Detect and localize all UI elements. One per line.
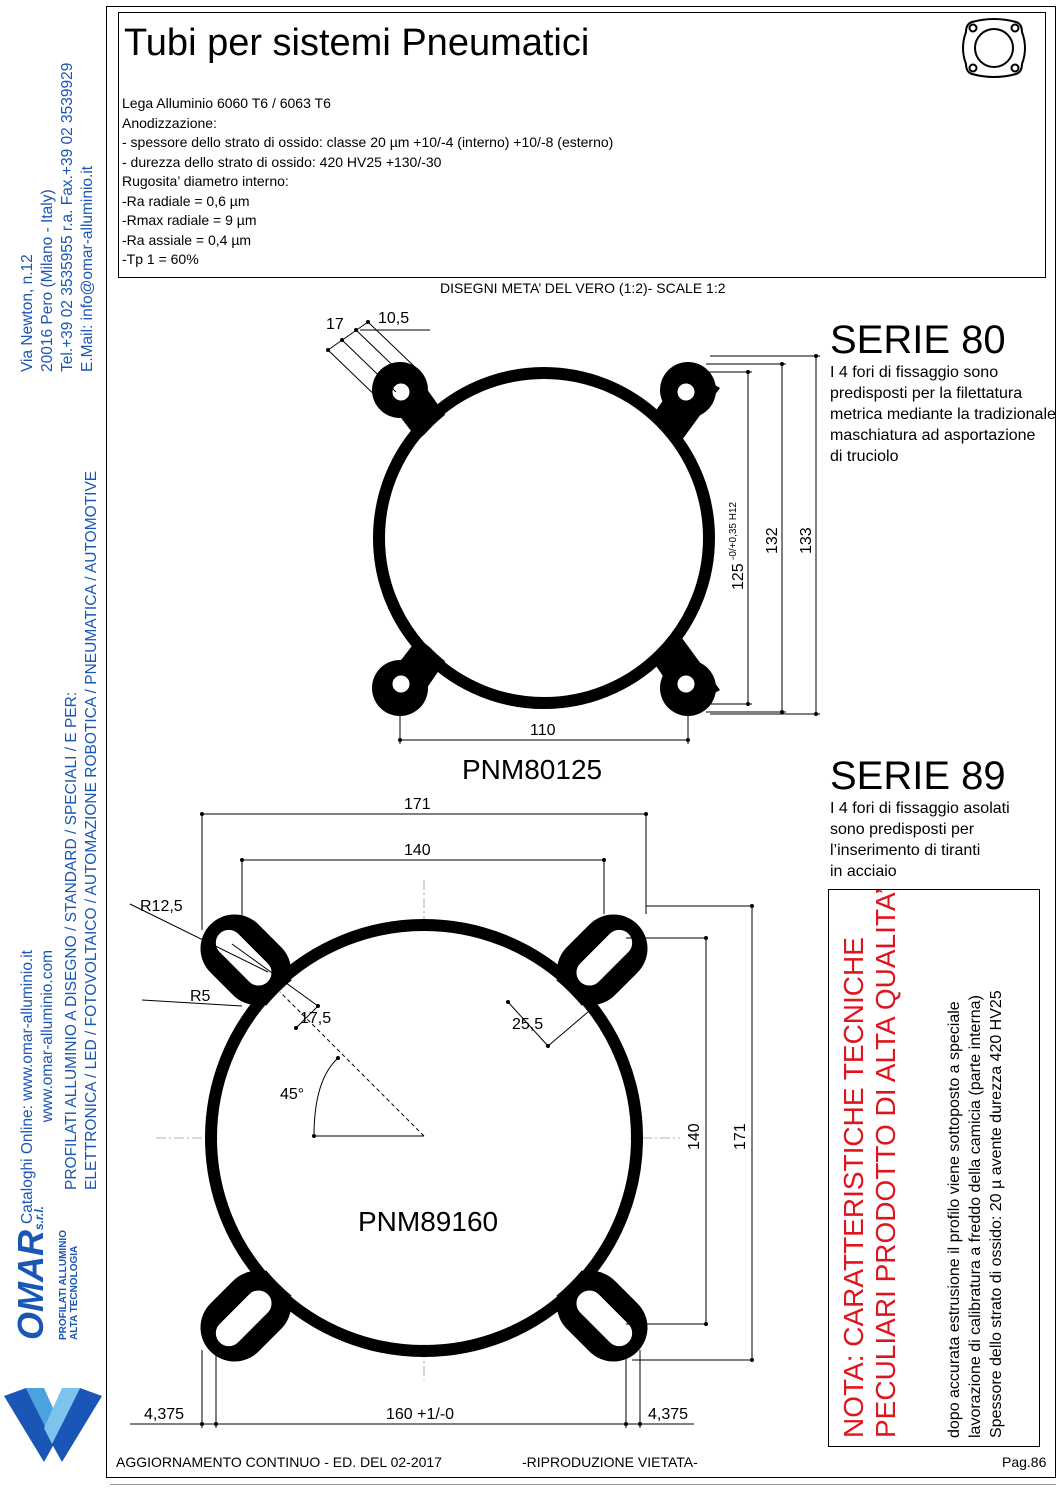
dim-140-top: 140: [404, 842, 431, 859]
desc-line: di truciolo: [830, 448, 899, 465]
serie80-code: PNM80125: [462, 754, 603, 785]
dim-110: 110: [530, 722, 556, 739]
footer-copyright: -RIPRODUZIONE VIETATA-: [522, 1454, 698, 1470]
page-number: Pag.86: [1002, 1454, 1047, 1470]
address-line: Tel.+39 02 3535955 r.a. Fax.+39 02 3539929: [59, 62, 76, 372]
nota-line2-red: PECULIARI: [870, 1290, 901, 1438]
dim-17: 17: [326, 316, 344, 333]
omar-logo-text: [12, 1206, 80, 1340]
spec-line: -Ra radiale = 0,6 µm: [122, 192, 250, 209]
address-line: E.Mail: info@omar-alluminio.it: [79, 165, 96, 372]
scale-note: DISEGNI META’ DEL VERO (1:2)- SCALE 1:2: [440, 280, 726, 296]
nota-line1: NOTA: CARATTERISTICHE TECNICHE: [838, 937, 869, 1438]
address-line: 20016 Pero (Milano - Italy): [39, 189, 56, 372]
spec-line: -Tp 1 = 60%: [122, 251, 199, 267]
catalog-line: ELETTRONICA / LED / FOTOVOLTAICO / AUTOMAZIONE ROBOTICA / PNEUMATICA / AUTOMOTIVE: [83, 470, 100, 1190]
dim-171-top: 171: [404, 796, 431, 813]
serie89-title: SERIE 89: [830, 754, 1006, 798]
dim-25-5: 25,5: [512, 1016, 544, 1033]
dim-10-5: 10,5: [378, 310, 410, 327]
spec-line: - spessore dello strato di ossido: classe 20 µm +10/-4 (interno) +10/-8 (esterno): [122, 134, 614, 150]
address-line: Via Newton, n.12: [19, 254, 36, 372]
spec-line: -Rmax radiale = 9 µm: [122, 212, 257, 228]
desc-line: maschiatura ad asportazione: [830, 427, 1036, 444]
catalog-line: Cataloghi Online: www.omar-alluminio.it: [19, 950, 36, 1224]
dim-160: 160 +1/-0: [386, 1406, 455, 1423]
dim-171-side: 171: [732, 1123, 749, 1150]
sidebar-address: [18, 63, 98, 372]
dim-4-375-left: 4,375: [144, 1406, 185, 1423]
serie89-code: PNM89160: [358, 1206, 499, 1237]
desc-line: I 4 fori di fissaggio sono: [830, 364, 999, 381]
spec-line: -Ra assiale = 0,4 µm: [122, 231, 252, 248]
dim-17-5: 17,5: [300, 1010, 332, 1027]
catalog-line: www.omar-alluminio.com: [39, 950, 56, 1123]
desc-line: predisposti per la filettatura: [830, 385, 1023, 402]
nota-body-line: dopo accurata estrusione il profilo viene sottoposto a speciale: [946, 1001, 963, 1438]
sidebar-catalog-products: [62, 471, 102, 1190]
spec-line: Rugosita’ diametro interno:: [122, 173, 289, 189]
bottom-rule: [110, 1484, 1056, 1485]
nota-body-line: Spessore dello strato di ossido: 20 µ avente durezza 420 HV25: [988, 990, 1005, 1438]
logo-brand: OMAR: [10, 1230, 51, 1340]
omar-logo-icon: [2, 1388, 104, 1464]
dim-4-375-right: 4,375: [648, 1406, 689, 1423]
desc-line: in acciaio: [830, 863, 897, 880]
dim-angle-45: 45°: [280, 1086, 305, 1103]
nota-heading: [838, 888, 902, 1438]
logo-suffix: s.r.l.: [32, 1205, 46, 1230]
spec-line: Lega Alluminio 6060 T6 / 6063 T6: [122, 95, 331, 111]
serie80-title: SERIE 80: [830, 318, 1006, 362]
dim-133: 133: [798, 527, 815, 554]
dim-132: 132: [764, 527, 781, 554]
nota-line2: [870, 888, 902, 1438]
dim-140-side: 140: [686, 1123, 703, 1150]
page-title: Tubi per sistemi Pneumatici: [124, 22, 590, 64]
logo-line2: ALTA TECNOLOGIA: [69, 1245, 80, 1340]
logo-line1: PROFILATI ALLUMINIO: [58, 1230, 69, 1340]
dim-125-tolerance: -0/+0,35 H12: [728, 501, 739, 560]
footer-edition: AGGIORNAMENTO CONTINUO - ED. DEL 02-2017: [116, 1454, 442, 1470]
dim-r12-5: R12,5: [140, 898, 183, 915]
spec-line: Anodizzazione:: [122, 114, 217, 131]
nota-body-line: lavorazione di calibratura a freddo della camicia (parte interna): [967, 995, 984, 1438]
nota-body: [944, 990, 1007, 1438]
dim-125: 125: [730, 563, 747, 590]
desc-line: l’inserimento di tiranti: [830, 842, 981, 859]
desc-line: I 4 fori di fissaggio asolati: [830, 800, 1010, 817]
catalog-line: PROFILATI ALLUMINIO A DISEGNO / STANDARD / SPECIALI / E PER:: [63, 691, 80, 1190]
spec-line: - durezza dello strato di ossido: 420 HV25 +130/-30: [122, 153, 442, 170]
desc-line: sono predisposti per: [830, 821, 975, 838]
nota-line2-black: PRODOTTO DI ALTA QUALITA’: [870, 888, 901, 1283]
dim-r5: R5: [190, 988, 211, 1005]
desc-line: metrica mediante la tradizionale: [830, 406, 1056, 423]
